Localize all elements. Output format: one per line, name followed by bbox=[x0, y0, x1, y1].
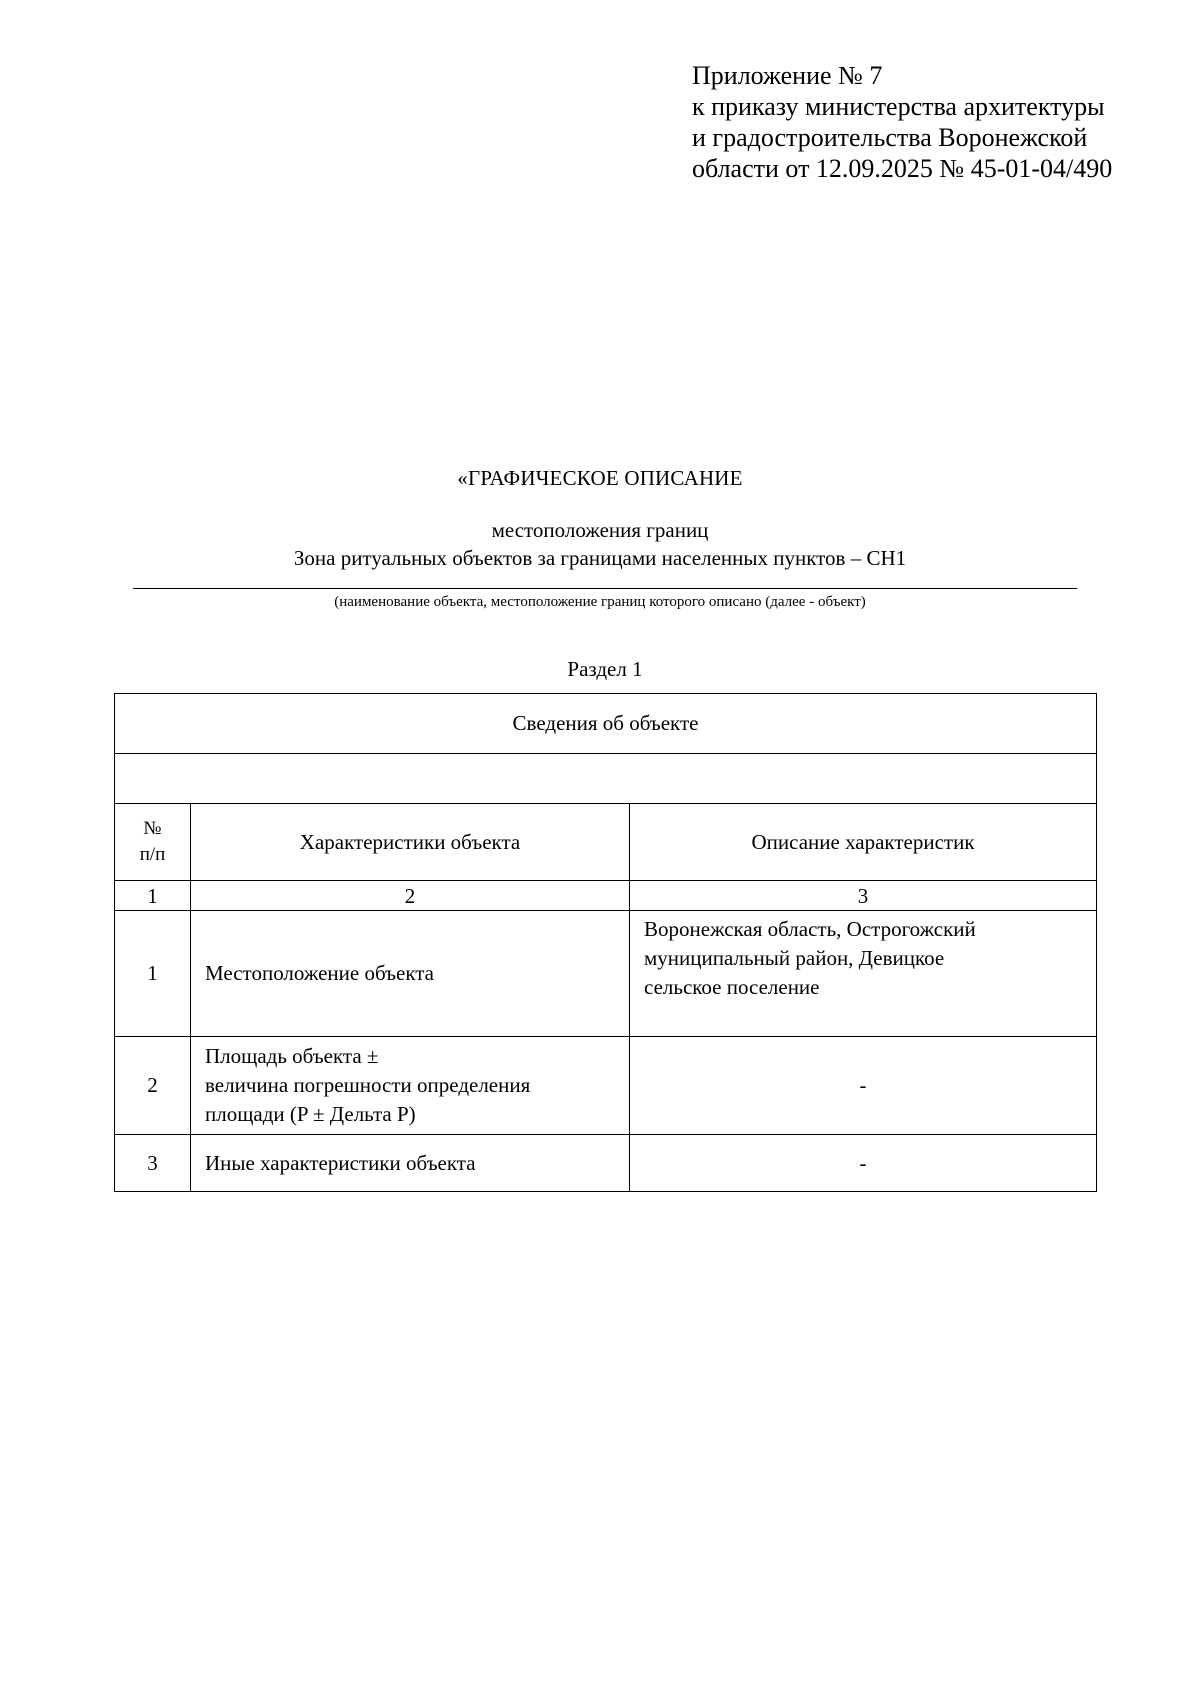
header-num: № п/п bbox=[115, 804, 191, 881]
header-characteristic: Характеристики объекта bbox=[191, 804, 630, 881]
object-info-table bbox=[114, 693, 1097, 1192]
row-characteristic: Площадь объекта ± величина погрешности определения площади (P ± Дельта P) bbox=[191, 1037, 630, 1135]
table-caption: Сведения об объекте bbox=[115, 694, 1097, 754]
document-title: «ГРАФИЧЕСКОЕ ОПИСАНИЕ bbox=[457, 466, 743, 490]
annex-order-line: к приказу министерства архитектуры bbox=[692, 92, 1105, 121]
table-index-row bbox=[115, 881, 1097, 911]
row-characteristic: Иные характеристики объекта bbox=[191, 1135, 630, 1192]
index-cell: 1 bbox=[115, 881, 191, 911]
table-caption-row bbox=[115, 694, 1097, 754]
document-subtitle: местоположения границ bbox=[491, 518, 709, 542]
table-row bbox=[115, 1135, 1097, 1192]
row-description: Воронежская область, Острогожский муниципальный район, Девицкое сельское поселение bbox=[630, 911, 1097, 1037]
table-row bbox=[115, 1037, 1097, 1135]
object-name-caption: (наименование объекта, местоположение границ которого описано (далее - объект) bbox=[334, 594, 866, 610]
annex-number: Приложение № 7 bbox=[692, 61, 883, 90]
table-row bbox=[115, 911, 1097, 1037]
object-name-underline bbox=[133, 588, 1077, 589]
row-characteristic: Местоположение объекта bbox=[191, 911, 630, 1037]
row-num: 1 bbox=[115, 911, 191, 1037]
row-num: 2 bbox=[115, 1037, 191, 1135]
table-empty-cell bbox=[115, 754, 1097, 804]
object-name: Зона ритуальных объектов за границами населенных пунктов – СН1 bbox=[293, 546, 907, 570]
index-cell: 3 bbox=[630, 881, 1097, 911]
section-label: Раздел 1 bbox=[567, 657, 643, 681]
annex-date-line: области от 12.09.2025 № 45-01-04/490 bbox=[692, 154, 1113, 183]
table-empty-row bbox=[115, 754, 1097, 804]
index-cell: 2 bbox=[191, 881, 630, 911]
table-header-row bbox=[115, 804, 1097, 881]
annex-ministry-line: и градостроительства Воронежской bbox=[692, 123, 1088, 152]
row-description: - bbox=[630, 1135, 1097, 1192]
row-num: 3 bbox=[115, 1135, 191, 1192]
header-description: Описание характеристик bbox=[630, 804, 1097, 881]
annex-header bbox=[692, 60, 1172, 184]
row-description: - bbox=[630, 1037, 1097, 1135]
